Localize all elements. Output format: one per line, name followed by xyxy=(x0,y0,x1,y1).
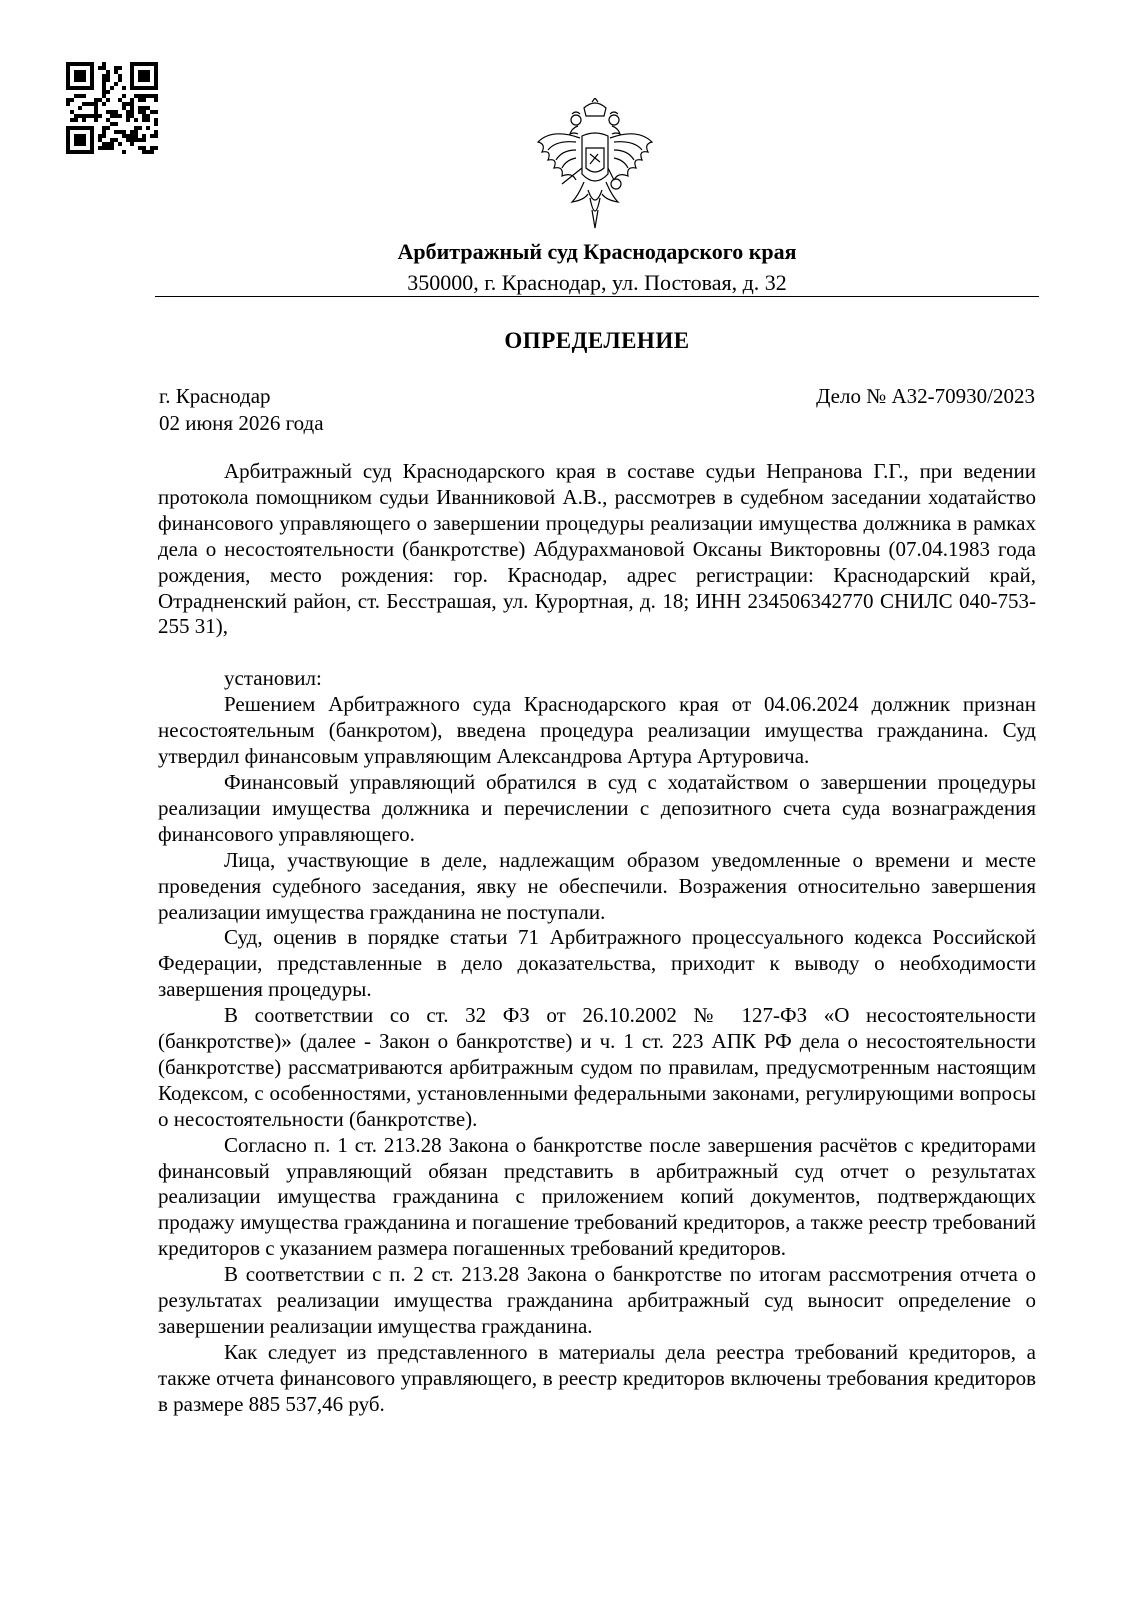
court-address: 350000, г. Краснодар, ул. Постовая, д. 32 xyxy=(407,270,787,295)
case-number: Дело № А32-70930/2023 xyxy=(816,384,1035,408)
established-label: установил: xyxy=(224,666,322,691)
intro-paragraph: Арбитражный суд Краснодарского края в составе судьи Непранова Г.Г., при ведении протокола помощником судьи Иванниковой А.В., рассмотрев в судебном заседании ходатайство финансового управляющего о завершении процедуры реализации имущества должника в рамках дела о несостоятельности (банкротстве) Абдурахмановой Оксаны Викторовны (07.04.1983 года рождения, место рождения: гор. Краснодар, адрес регистрации: Краснодарский край, Отрадненский район, ст. Бесстрашая, ул. Курортная, д. 18; ИНН 234506342770 СНИЛС 040-753-255 31), xyxy=(158,459,1036,639)
body-paragraph: В соответствии с п. 2 ст. 213.28 Закона о банкротстве по итогам рассмотрения отчета о результатах реализации имущества гражданина арбитражный суд выносит определение о завершении реализации имущества гражданина. xyxy=(158,1262,1036,1338)
court-name: Арбитражный суд Краснодарского края xyxy=(397,239,797,264)
body-paragraph: Согласно п. 1 ст. 213.28 Закона о банкротстве после завершения расчётов с кредиторами финансовый управляющий обязан представить в арбитражный суд отчет о результатах реализации имущества гражданина с приложением копий документов, подтверждающих продажу имущества гражданина и погашение требований кредиторов, а также реестр требований кредиторов с указанием размера погашенных требований кредиторов. xyxy=(158,1132,1036,1261)
body-paragraph: Лица, участвующие в деле, надлежащим образом уведомленные о времени и месте проведения судебного заседания, явку не обеспечили. Возражения относительно завершения реализации имущества гражданина не поступали. xyxy=(158,847,1036,924)
body-paragraph: Финансовый управляющий обратился в суд с ходатайством о завершении процедуры реализации имущества должника и перечислении с депозитного счета суда вознаграждения финансового управляющего. xyxy=(158,769,1036,846)
body-paragraph: Решением Арбитражного суда Краснодарского края от 04.06.2024 должник признан несостоятельным (банкротом), введена процедура реализации имущества гражданина. Суд утвердил финансовым управляющим Александрова Артура Артуровича. xyxy=(158,692,1036,769)
document-body xyxy=(158,459,1036,1418)
document-city: г. Краснодар xyxy=(159,384,271,408)
header-divider xyxy=(155,296,1039,297)
body-paragraph: Как следует из представленного в материалы дела реестра требований кредиторов, а также отчета финансового управляющего, в реестр кредиторов включены требования кредиторов в размере 885 537,46 руб. xyxy=(158,1339,1036,1416)
qr-code xyxy=(66,62,158,154)
document-date: 02 июня 2026 года xyxy=(159,411,324,435)
body-paragraph: Суд, оценив в порядке статьи 71 Арбитражного процессуального кодекса Российской Федерации, представленные в дело доказательства, приходит к выводу о необходимости завершения процедуры. xyxy=(158,925,1036,1002)
body-paragraph: В соответствии со ст. 32 ФЗ от 26.10.2002 № 127-ФЗ «О несостоятельности (банкротстве)» (далее - Закон о банкротстве) и ч. 1 ст. 223 АПК РФ дела о несостоятельности (банкротстве) рассматриваются арбитражным судом по правилам, предусмотренным настоящим Кодексом, с особенностями, установленными федеральными законами, регулирующими вопросы о несостоятельности (банкротстве). xyxy=(158,1003,1036,1131)
coat-of-arms-emblem xyxy=(532,98,658,230)
document-type-title: ОПРЕДЕЛЕНИЕ xyxy=(504,328,690,353)
